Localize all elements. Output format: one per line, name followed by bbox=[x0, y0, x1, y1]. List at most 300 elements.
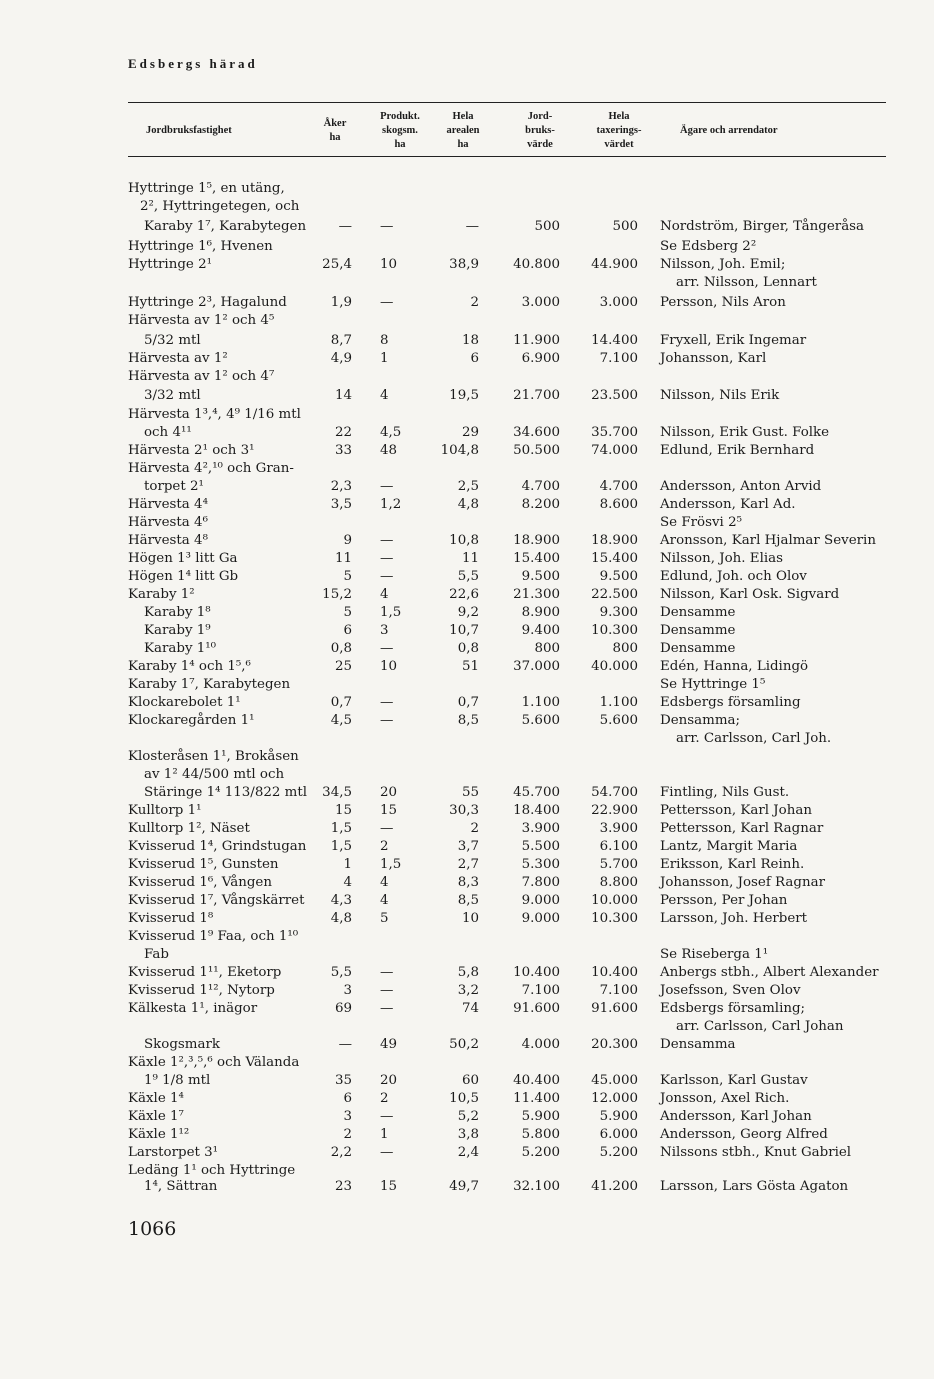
header-rule-bottom bbox=[128, 156, 886, 157]
table-row bbox=[0, 568, 934, 586]
cell-jordbruksvarde: 7.800 bbox=[521, 875, 560, 890]
cell-taxeringsvarde: 18.900 bbox=[591, 533, 638, 548]
cell-jordbruksvarde: 15.400 bbox=[513, 551, 560, 566]
cell-jordbruksvarde: 1.100 bbox=[521, 695, 560, 710]
table-row bbox=[0, 460, 934, 478]
cell-agare: arr. Carlsson, Carl Johan bbox=[676, 1019, 844, 1034]
cell-aker: 4,8 bbox=[330, 911, 352, 926]
cell-fastighet: Härvesta 4⁶ bbox=[128, 515, 208, 530]
cell-agare: Andersson, Karl Ad. bbox=[660, 497, 796, 512]
cell-agare: Se Edsberg 2² bbox=[660, 239, 757, 254]
cell-fastighet: Högen 1³ litt Ga bbox=[128, 551, 238, 566]
cell-hela-arealen: 22,6 bbox=[449, 587, 479, 602]
cell-taxeringsvarde: 7.100 bbox=[599, 983, 638, 998]
cell-hela-arealen: 18 bbox=[461, 333, 479, 348]
cell-jordbruksvarde: 50.500 bbox=[513, 443, 560, 458]
cell-produkt: 1,5 bbox=[380, 605, 402, 620]
cell-taxeringsvarde: 10.300 bbox=[591, 623, 638, 638]
cell-agare: Edsbergs församling; bbox=[660, 1001, 806, 1016]
cell-jordbruksvarde: 4.000 bbox=[521, 1037, 560, 1052]
cell-aker: 11 bbox=[334, 551, 352, 566]
cell-taxeringsvarde: 10.300 bbox=[591, 911, 638, 926]
cell-jordbruksvarde: 40.400 bbox=[513, 1073, 560, 1088]
header-rule-top bbox=[128, 102, 886, 103]
cell-produkt: 15 bbox=[380, 803, 398, 818]
cell-produkt: 10 bbox=[380, 257, 398, 272]
cell-jordbruksvarde: 7.100 bbox=[521, 983, 560, 998]
cell-aker: 15 bbox=[334, 803, 352, 818]
cell-agare: Larsson, Joh. Herbert bbox=[660, 911, 808, 926]
cell-aker: 3 bbox=[343, 983, 352, 998]
cell-hela-arealen: 19,5 bbox=[449, 388, 479, 403]
cell-taxeringsvarde: 8.800 bbox=[599, 875, 638, 890]
cell-agare: Persson, Nils Aron bbox=[660, 295, 786, 310]
table-row bbox=[0, 676, 934, 694]
table-row bbox=[0, 604, 934, 622]
cell-aker: 3,5 bbox=[330, 497, 352, 512]
cell-produkt: — bbox=[380, 821, 394, 836]
cell-fastighet: Hyttringe 2³, Hagalund bbox=[128, 295, 287, 310]
cell-produkt: 4 bbox=[380, 587, 389, 602]
cell-taxeringsvarde: 5.200 bbox=[599, 1145, 638, 1160]
cell-produkt: 5 bbox=[380, 911, 389, 926]
cell-taxeringsvarde: 20.300 bbox=[591, 1037, 638, 1052]
cell-agare: Persson, Per Johan bbox=[660, 893, 788, 908]
cell-aker: — bbox=[338, 219, 352, 234]
cell-aker: — bbox=[338, 1037, 352, 1052]
cell-taxeringsvarde: 7.100 bbox=[599, 351, 638, 366]
cell-fastighet: 3/32 mtl bbox=[144, 388, 201, 403]
cell-taxeringsvarde: 6.100 bbox=[599, 839, 638, 854]
cell-fastighet: Härvesta av 1² och 4⁷ bbox=[128, 369, 275, 384]
cell-jordbruksvarde: 45.700 bbox=[513, 785, 560, 800]
cell-jordbruksvarde: 4.700 bbox=[521, 479, 560, 494]
page-number: 1066 bbox=[128, 1218, 177, 1240]
cell-jordbruksvarde: 5.200 bbox=[521, 1145, 560, 1160]
cell-fastighet: Karaby 1¹⁰ bbox=[144, 641, 217, 656]
table-row bbox=[0, 712, 934, 730]
cell-hela-arealen: 4,8 bbox=[457, 497, 479, 512]
col-header-taxeringsvarde: Hela taxerings- värdet bbox=[596, 111, 642, 150]
table-row bbox=[0, 514, 934, 532]
cell-jordbruksvarde: 11.400 bbox=[513, 1091, 560, 1106]
table-row bbox=[0, 622, 934, 640]
cell-agare: Se Riseberga 1¹ bbox=[660, 947, 769, 962]
cell-fastighet: Härvesta 4²,¹⁰ och Gran- bbox=[128, 461, 294, 476]
cell-agare: Andersson, Anton Arvid bbox=[660, 479, 822, 494]
cell-fastighet: och 4¹¹ bbox=[144, 425, 192, 440]
cell-fastighet: Karaby 1⁷, Karabytegen bbox=[128, 677, 291, 692]
cell-fastighet: 1⁴, Sättran bbox=[144, 1179, 218, 1194]
cell-aker: 1 bbox=[343, 857, 352, 872]
table-row bbox=[0, 406, 934, 424]
cell-jordbruksvarde: 40.800 bbox=[513, 257, 560, 272]
cell-fastighet: 1⁹ 1/8 mtl bbox=[144, 1073, 211, 1088]
table-row bbox=[0, 424, 934, 442]
cell-fastighet: Kvisserud 1⁹ Faa, och 1¹⁰ bbox=[128, 929, 299, 944]
cell-produkt: 49 bbox=[380, 1037, 398, 1052]
cell-agare: Fryxell, Erik Ingemar bbox=[660, 333, 807, 348]
cell-produkt: 4 bbox=[380, 875, 389, 890]
cell-hela-arealen: 6 bbox=[470, 351, 479, 366]
cell-aker: 1,9 bbox=[330, 295, 352, 310]
cell-fastighet: 5/32 mtl bbox=[144, 333, 201, 348]
cell-fastighet: Härvesta 2¹ och 3¹ bbox=[128, 443, 255, 458]
table-row bbox=[0, 892, 934, 910]
cell-produkt: — bbox=[380, 479, 394, 494]
cell-produkt: 1,2 bbox=[380, 497, 402, 512]
cell-fastighet: Kvisserud 1⁷, Vångskärret bbox=[128, 893, 305, 908]
cell-produkt: — bbox=[380, 1109, 394, 1124]
cell-agare: Nordström, Birger, Tångeråsa bbox=[660, 219, 865, 234]
cell-taxeringsvarde: 23.500 bbox=[591, 388, 638, 403]
cell-aker: 34,5 bbox=[322, 785, 352, 800]
cell-fastighet: Käxle 1¹² bbox=[128, 1127, 190, 1142]
col-header-hela-arealen: Hela arealen ha bbox=[446, 111, 480, 150]
cell-hela-arealen: 30,3 bbox=[449, 803, 479, 818]
cell-aker: 4,9 bbox=[330, 351, 352, 366]
cell-aker: 0,7 bbox=[330, 695, 352, 710]
cell-hela-arealen: 5,5 bbox=[457, 569, 479, 584]
table-row bbox=[0, 946, 934, 964]
cell-aker: 1,5 bbox=[330, 821, 352, 836]
cell-aker: 3 bbox=[343, 1109, 352, 1124]
cell-hela-arealen: 0,8 bbox=[457, 641, 479, 656]
cell-jordbruksvarde: 3.000 bbox=[521, 295, 560, 310]
table-row bbox=[0, 820, 934, 838]
cell-aker: 4,5 bbox=[330, 713, 352, 728]
table-row bbox=[0, 256, 934, 274]
cell-agare: Nilsson, Karl Osk. Sigvard bbox=[660, 587, 840, 602]
cell-hela-arealen: 2,5 bbox=[457, 479, 479, 494]
cell-jordbruksvarde: 9.000 bbox=[521, 911, 560, 926]
table-row bbox=[0, 982, 934, 1000]
cell-hela-arealen: 51 bbox=[461, 659, 479, 674]
cell-hela-arealen: 29 bbox=[461, 425, 479, 440]
cell-fastighet: Kvisserud 1¹¹, Eketorp bbox=[128, 965, 282, 980]
table-row bbox=[0, 550, 934, 568]
cell-hela-arealen: 0,7 bbox=[457, 695, 479, 710]
col-header-agare: Ägare och arrendator bbox=[680, 125, 778, 136]
cell-hela-arealen: 2,4 bbox=[457, 1145, 479, 1160]
table-row bbox=[0, 1054, 934, 1072]
cell-produkt: — bbox=[380, 551, 394, 566]
cell-fastighet: Hyttringe 2¹ bbox=[128, 257, 212, 272]
cell-taxeringsvarde: 5.600 bbox=[599, 713, 638, 728]
cell-fastighet: Karaby 1⁸ bbox=[144, 605, 211, 620]
cell-agare: Densamme bbox=[660, 641, 736, 656]
cell-aker: 0,8 bbox=[330, 641, 352, 656]
cell-taxeringsvarde: 41.200 bbox=[591, 1179, 638, 1194]
cell-aker: 15,2 bbox=[322, 587, 352, 602]
cell-hela-arealen: 10,7 bbox=[449, 623, 479, 638]
cell-aker: 6 bbox=[343, 623, 352, 638]
cell-aker: 14 bbox=[334, 388, 352, 403]
cell-taxeringsvarde: 91.600 bbox=[591, 1001, 638, 1016]
cell-hela-arealen: 38,9 bbox=[449, 257, 479, 272]
cell-jordbruksvarde: 11.900 bbox=[513, 333, 560, 348]
cell-fastighet: Kvisserud 1⁶, Vången bbox=[128, 875, 272, 890]
cell-produkt: 4 bbox=[380, 893, 389, 908]
cell-agare: Nilsson, Nils Erik bbox=[660, 388, 780, 403]
table-row bbox=[0, 640, 934, 658]
cell-produkt: 10 bbox=[380, 659, 398, 674]
table-row bbox=[0, 730, 934, 748]
cell-fastighet: torpet 2¹ bbox=[144, 479, 204, 494]
table-row bbox=[0, 198, 934, 216]
cell-aker: 4,3 bbox=[330, 893, 352, 908]
cell-produkt: 20 bbox=[380, 785, 398, 800]
cell-taxeringsvarde: 10.000 bbox=[591, 893, 638, 908]
cell-agare: Edén, Hanna, Lidingö bbox=[660, 659, 809, 674]
cell-taxeringsvarde: 22.500 bbox=[591, 587, 638, 602]
table-row bbox=[0, 928, 934, 946]
cell-hela-arealen: 49,7 bbox=[449, 1179, 479, 1194]
cell-fastighet: Ledäng 1¹ och Hyttringe bbox=[128, 1163, 296, 1178]
cell-agare: Lantz, Margit Maria bbox=[660, 839, 798, 854]
col-header-fastighet: Jordbruksfastighet bbox=[146, 125, 232, 136]
table-row bbox=[0, 910, 934, 928]
cell-produkt: — bbox=[380, 983, 394, 998]
cell-fastighet: Fab bbox=[144, 947, 169, 962]
cell-aker: 6 bbox=[343, 1091, 352, 1106]
cell-fastighet: Karaby 1² bbox=[128, 587, 195, 602]
cell-hela-arealen: 3,8 bbox=[457, 1127, 479, 1142]
cell-taxeringsvarde: 10.400 bbox=[591, 965, 638, 980]
cell-agare: Larsson, Lars Gösta Agaton bbox=[660, 1179, 849, 1194]
cell-agare: Pettersson, Karl Ragnar bbox=[660, 821, 824, 836]
cell-produkt: 15 bbox=[380, 1179, 398, 1194]
cell-agare: Eriksson, Karl Reinh. bbox=[660, 857, 805, 872]
cell-hela-arealen: 3,2 bbox=[457, 983, 479, 998]
cell-jordbruksvarde: 9.400 bbox=[521, 623, 560, 638]
table-row bbox=[0, 874, 934, 892]
cell-taxeringsvarde: 800 bbox=[612, 641, 638, 656]
cell-agare: Densamme bbox=[660, 605, 736, 620]
table-row bbox=[0, 478, 934, 496]
cell-produkt: 3 bbox=[380, 623, 389, 638]
cell-jordbruksvarde: 18.900 bbox=[513, 533, 560, 548]
cell-hela-arealen: 10,5 bbox=[449, 1091, 479, 1106]
cell-hela-arealen: 10,8 bbox=[449, 533, 479, 548]
cell-produkt: 8 bbox=[380, 333, 389, 348]
cell-hela-arealen: 8,3 bbox=[457, 875, 479, 890]
page-title: Edsbergs härad bbox=[128, 56, 258, 71]
cell-jordbruksvarde: 800 bbox=[534, 641, 560, 656]
table-row bbox=[0, 238, 934, 256]
cell-aker: 23 bbox=[334, 1179, 352, 1194]
cell-hela-arealen: 55 bbox=[461, 785, 479, 800]
table-row bbox=[0, 802, 934, 820]
table-row bbox=[0, 1144, 934, 1162]
table-row bbox=[0, 1072, 934, 1090]
cell-aker: 33 bbox=[334, 443, 352, 458]
cell-fastighet: Karaby 1⁷, Karabytegen bbox=[144, 219, 307, 234]
cell-aker: 2 bbox=[343, 1127, 352, 1142]
table-row bbox=[0, 748, 934, 766]
table-row bbox=[0, 1108, 934, 1126]
cell-fastighet: Hyttringe 1⁶, Hvenen bbox=[128, 239, 273, 254]
cell-fastighet: Käxle 1⁴ bbox=[128, 1091, 184, 1106]
cell-fastighet: Kulltorp 1², Näset bbox=[128, 821, 250, 836]
cell-agare: Nilsson, Erik Gust. Folke bbox=[660, 425, 830, 440]
cell-fastighet: Högen 1⁴ litt Gb bbox=[128, 569, 239, 584]
cell-fastighet: Skogsmark bbox=[144, 1037, 220, 1052]
table-row bbox=[0, 1126, 934, 1144]
table-row bbox=[0, 218, 934, 236]
cell-produkt: — bbox=[380, 1145, 394, 1160]
cell-jordbruksvarde: 10.400 bbox=[513, 965, 560, 980]
cell-jordbruksvarde: 5.500 bbox=[521, 839, 560, 854]
cell-fastighet: Kvisserud 1⁸ bbox=[128, 911, 214, 926]
cell-produkt: 48 bbox=[380, 443, 398, 458]
cell-fastighet: Stäringe 1⁴ 113/822 mtl bbox=[144, 785, 307, 800]
cell-hela-arealen: 104,8 bbox=[440, 443, 479, 458]
cell-fastighet: Hyttringe 1⁵, en utäng, bbox=[128, 181, 285, 196]
cell-produkt: 1,5 bbox=[380, 857, 402, 872]
cell-agare: arr. Nilsson, Lennart bbox=[676, 275, 817, 290]
cell-produkt: 1 bbox=[380, 351, 389, 366]
cell-produkt: — bbox=[380, 965, 394, 980]
cell-aker: 25 bbox=[334, 659, 352, 674]
table-row bbox=[0, 350, 934, 368]
cell-jordbruksvarde: 91.600 bbox=[513, 1001, 560, 1016]
table-row bbox=[0, 964, 934, 982]
table-row bbox=[0, 332, 934, 350]
cell-taxeringsvarde: 14.400 bbox=[591, 333, 638, 348]
cell-taxeringsvarde: 5.900 bbox=[599, 1109, 638, 1124]
cell-agare: Densamma bbox=[660, 1037, 736, 1052]
cell-agare: Pettersson, Karl Johan bbox=[660, 803, 812, 818]
cell-taxeringsvarde: 4.700 bbox=[599, 479, 638, 494]
table-row bbox=[0, 1178, 934, 1196]
cell-jordbruksvarde: 3.900 bbox=[521, 821, 560, 836]
cell-hela-arealen: — bbox=[465, 219, 479, 234]
table-row bbox=[0, 387, 934, 405]
cell-fastighet: Härvesta av 1² bbox=[128, 351, 228, 366]
cell-produkt: — bbox=[380, 569, 394, 584]
cell-aker: 2,3 bbox=[330, 479, 352, 494]
cell-aker: 2,2 bbox=[330, 1145, 352, 1160]
cell-fastighet: Kulltorp 1¹ bbox=[128, 803, 202, 818]
cell-produkt: 20 bbox=[380, 1073, 398, 1088]
cell-fastighet: 2², Hyttringetegen, och bbox=[140, 199, 300, 214]
cell-taxeringsvarde: 45.000 bbox=[591, 1073, 638, 1088]
cell-agare: Anbergs stbh., Albert Alexander bbox=[660, 965, 879, 980]
cell-produkt: — bbox=[380, 641, 394, 656]
cell-agare: Andersson, Karl Johan bbox=[660, 1109, 812, 1124]
cell-aker: 4 bbox=[343, 875, 352, 890]
cell-produkt: — bbox=[380, 695, 394, 710]
cell-agare: Edsbergs församling bbox=[660, 695, 801, 710]
cell-jordbruksvarde: 9.500 bbox=[521, 569, 560, 584]
cell-fastighet: Kvisserud 1⁵, Gunsten bbox=[128, 857, 279, 872]
cell-hela-arealen: 5,2 bbox=[457, 1109, 479, 1124]
table-row bbox=[0, 586, 934, 604]
cell-fastighet: Klockaregården 1¹ bbox=[128, 713, 255, 728]
cell-agare: Densamma; bbox=[660, 713, 741, 728]
cell-aker: 5 bbox=[343, 569, 352, 584]
cell-taxeringsvarde: 74.000 bbox=[591, 443, 638, 458]
table-row bbox=[0, 1018, 934, 1036]
cell-hela-arealen: 10 bbox=[461, 911, 479, 926]
cell-taxeringsvarde: 3.000 bbox=[599, 295, 638, 310]
cell-taxeringsvarde: 40.000 bbox=[591, 659, 638, 674]
cell-taxeringsvarde: 500 bbox=[612, 219, 638, 234]
cell-jordbruksvarde: 6.900 bbox=[521, 351, 560, 366]
table-row bbox=[0, 442, 934, 460]
cell-agare: Andersson, Georg Alfred bbox=[660, 1127, 828, 1142]
cell-agare: Josefsson, Sven Olov bbox=[660, 983, 801, 998]
cell-taxeringsvarde: 5.700 bbox=[599, 857, 638, 872]
cell-taxeringsvarde: 44.900 bbox=[591, 257, 638, 272]
col-header-aker: Åker ha bbox=[323, 118, 347, 143]
cell-fastighet: Käxle 1²,³,⁵,⁶ och Välanda bbox=[128, 1055, 300, 1070]
table-row bbox=[0, 856, 934, 874]
cell-taxeringsvarde: 22.900 bbox=[591, 803, 638, 818]
cell-agare: Nilsson, Joh. Elias bbox=[660, 551, 783, 566]
cell-hela-arealen: 3,7 bbox=[457, 839, 479, 854]
table-row bbox=[0, 368, 934, 386]
cell-hela-arealen: 11 bbox=[461, 551, 479, 566]
cell-fastighet: Karaby 1⁴ och 1⁵,⁶ bbox=[128, 659, 251, 674]
cell-hela-arealen: 74 bbox=[461, 1001, 479, 1016]
cell-jordbruksvarde: 8.200 bbox=[521, 497, 560, 512]
cell-taxeringsvarde: 35.700 bbox=[591, 425, 638, 440]
cell-agare: Fintling, Nils Gust. bbox=[660, 785, 790, 800]
cell-jordbruksvarde: 500 bbox=[534, 219, 560, 234]
cell-aker: 69 bbox=[334, 1001, 352, 1016]
cell-aker: 5 bbox=[343, 605, 352, 620]
cell-hela-arealen: 2 bbox=[470, 821, 479, 836]
cell-taxeringsvarde: 3.900 bbox=[599, 821, 638, 836]
cell-fastighet: Käxle 1⁷ bbox=[128, 1109, 184, 1124]
cell-agare: Jonsson, Axel Rich. bbox=[660, 1091, 790, 1106]
cell-fastighet: Kvisserud 1⁴, Grindstugan bbox=[128, 839, 307, 854]
cell-taxeringsvarde: 15.400 bbox=[591, 551, 638, 566]
cell-aker: 1,5 bbox=[330, 839, 352, 854]
cell-jordbruksvarde: 5.900 bbox=[521, 1109, 560, 1124]
cell-produkt: 4 bbox=[380, 388, 389, 403]
cell-hela-arealen: 8,5 bbox=[457, 713, 479, 728]
cell-agare: Nilsson, Joh. Emil; bbox=[660, 257, 786, 272]
table-row bbox=[0, 1090, 934, 1108]
cell-hela-arealen: 50,2 bbox=[449, 1037, 479, 1052]
cell-taxeringsvarde: 54.700 bbox=[591, 785, 638, 800]
cell-produkt: — bbox=[380, 219, 394, 234]
table-row bbox=[0, 784, 934, 802]
cell-fastighet: Kälkesta 1¹, inägor bbox=[128, 1001, 258, 1016]
cell-jordbruksvarde: 8.900 bbox=[521, 605, 560, 620]
cell-produkt: — bbox=[380, 533, 394, 548]
cell-agare: Edlund, Joh. och Olov bbox=[660, 569, 807, 584]
cell-fastighet: Klockarebolet 1¹ bbox=[128, 695, 241, 710]
cell-agare: Se Hyttringe 1⁵ bbox=[660, 677, 766, 692]
table-row bbox=[0, 532, 934, 550]
cell-jordbruksvarde: 9.000 bbox=[521, 893, 560, 908]
cell-aker: 9 bbox=[343, 533, 352, 548]
cell-hela-arealen: 2,7 bbox=[457, 857, 479, 872]
cell-hela-arealen: 8,5 bbox=[457, 893, 479, 908]
cell-jordbruksvarde: 32.100 bbox=[513, 1179, 560, 1194]
cell-agare: Edlund, Erik Bernhard bbox=[660, 443, 815, 458]
cell-fastighet: Härvesta 4⁴ bbox=[128, 497, 208, 512]
cell-fastighet: Härvesta av 1² och 4⁵ bbox=[128, 313, 275, 328]
table-row bbox=[0, 180, 934, 198]
cell-hela-arealen: 5,8 bbox=[457, 965, 479, 980]
cell-produkt: 1 bbox=[380, 1127, 389, 1142]
cell-agare: Johansson, Josef Ragnar bbox=[660, 875, 825, 890]
